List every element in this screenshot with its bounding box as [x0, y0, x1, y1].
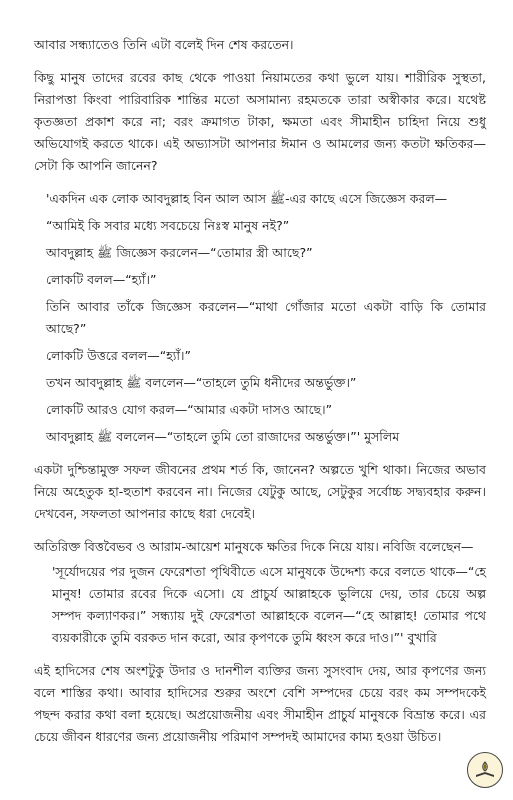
paragraph-1: কিছু মানুষ তাদের রবের কাছ থেকে পাওয়া নিয়ামতের কথা ভুলে যায়। শারীরিক সুস্থতা, নিরাপত্তা কিংবা পারিবারিক শান্তির মতো অসামান্য রহমতকে তারা অস্বীকার করে। যথেষ্ট কৃতজ্ঞতা প্রকাশ করে না; বরং ক্রমাগত টাকা, ক্ষমতা এবং সীমাহীন চাহিদা নিয়ে শুধু অভিযোগই করতে থাকে। এই অভ্যাসটা আপনার ঈমান ও আমলের জন্য কতটা ক্ষতিকর—সেটা কি আপনি জানেন?: [34, 70, 486, 173]
quote-line: তিনি আবার তাঁকে জিজ্ঞেস করলেন—“মাথা গোঁজার মতো একটা বাড়ি কি তোমার আছে?”: [46, 299, 486, 336]
hadith-quote-1: [34, 188, 486, 448]
quote-line: লোকটি আরও যোগ করল—“আমার একটা দাসও আছে।”: [46, 402, 333, 417]
quote-line: আবদুল্লাহ ﷺ বললেন—“তাহলে তুমি তো রাজাদের অন্তর্ভুক্ত।”' মুসলিম: [46, 429, 400, 444]
paragraph-2: একটা দুশ্চিন্তামুক্ত সফল জীবনের প্রথম শর্ত কি, জানেন? অল্পতে খুশি থাকা। নিজের অভাব নিয়ে অহেতুক হা-হুতাশ করবেন না। নিজের যেটুকু আছে, সেটুকুর সর্বোচ্চ সদ্ব্যবহার করুন। দেখবেন, সফলতা আপনার কাছে ধরা দেবেই।: [34, 462, 486, 521]
book-logo-icon: [467, 752, 503, 788]
quote-line: “আমিই কি সবার মধ্যে সবচেয়ে নিঃস্ব মানুষ নই?”: [46, 218, 290, 233]
quote-line: 'একদিন এক লোক আবদুল্লাহ বিন আল আস ﷺ-এর কাছে এসে জিজ্ঞেস করল—: [46, 191, 448, 206]
hadith-quote-2: [34, 561, 486, 649]
quote-line: লোকটি বলল—“হ্যাঁ।”: [46, 272, 157, 287]
intro-line: আবার সন্ধ্যাতেও তিনি এটা বলেই দিন শেষ করতেন।: [34, 37, 294, 52]
page-body: [34, 34, 486, 759]
quote-line: তখন আবদুল্লাহ ﷺ বললেন—“তাহলে তুমি ধনীদের অন্তর্ভুক্ত।”: [46, 375, 357, 390]
paragraph-3: অতিরিক্ত বিত্তবৈভব ও আরাম-আয়েশ মানুষকে ক্ষতির দিকে নিয়ে যায়। নবিজি বলেছেন—: [34, 539, 474, 554]
quote-text: 'সূর্যোদয়ের পর দুজন ফেরেশতা পৃথিবীতে এসে মানুষকে উদ্দেশ্য করে বলতে থাকে—“হে মানুষ! তোমার রবের দিকে এসো। যে প্রাচুর্য আল্লাহকে ভুলিয়ে দেয়, তার চেয়ে অল্প সম্পদ কল্যাণকর।” সন্ধ্যায় দুই ফেরেশতা আল্লাহকে বলেন—“হে আল্লাহ! তোমার পথে ব্যয়কারীকে তুমি বরকত দান করো, আর কৃপণকে তুমি ধ্বংস করে দাও।”' বুখারি: [52, 564, 486, 645]
paragraph-4: এই হাদিসের শেষ অংশটুকু উদার ও দানশীল ব্যক্তির জন্য সুসংবাদ দেয়, আর কৃপণের জন্য বলে শাস্তির কথা। আবার হাদিসের শুরুর অংশে বেশি সম্পদের চেয়ে বরং কম সম্পদকেই পছন্দ করার কথা বলা হয়েছে। অপ্রয়োজনীয় এবং সীমাহীন প্রাচুর্য মানুষকে বিভ্রান্ত করে। এর চেয়ে জীবন ধারণের জন্য প্রয়োজনীয় পরিমাণ সম্পদই আমাদের কাম্য হওয়া উচিত।: [34, 663, 486, 744]
quote-line: লোকটি উত্তরে বলল—“হ্যাঁ।”: [46, 348, 191, 363]
quote-line: আবদুল্লাহ ﷺ জিজ্ঞেস করলেন—“তোমার স্ত্রী আছে?”: [46, 245, 313, 260]
